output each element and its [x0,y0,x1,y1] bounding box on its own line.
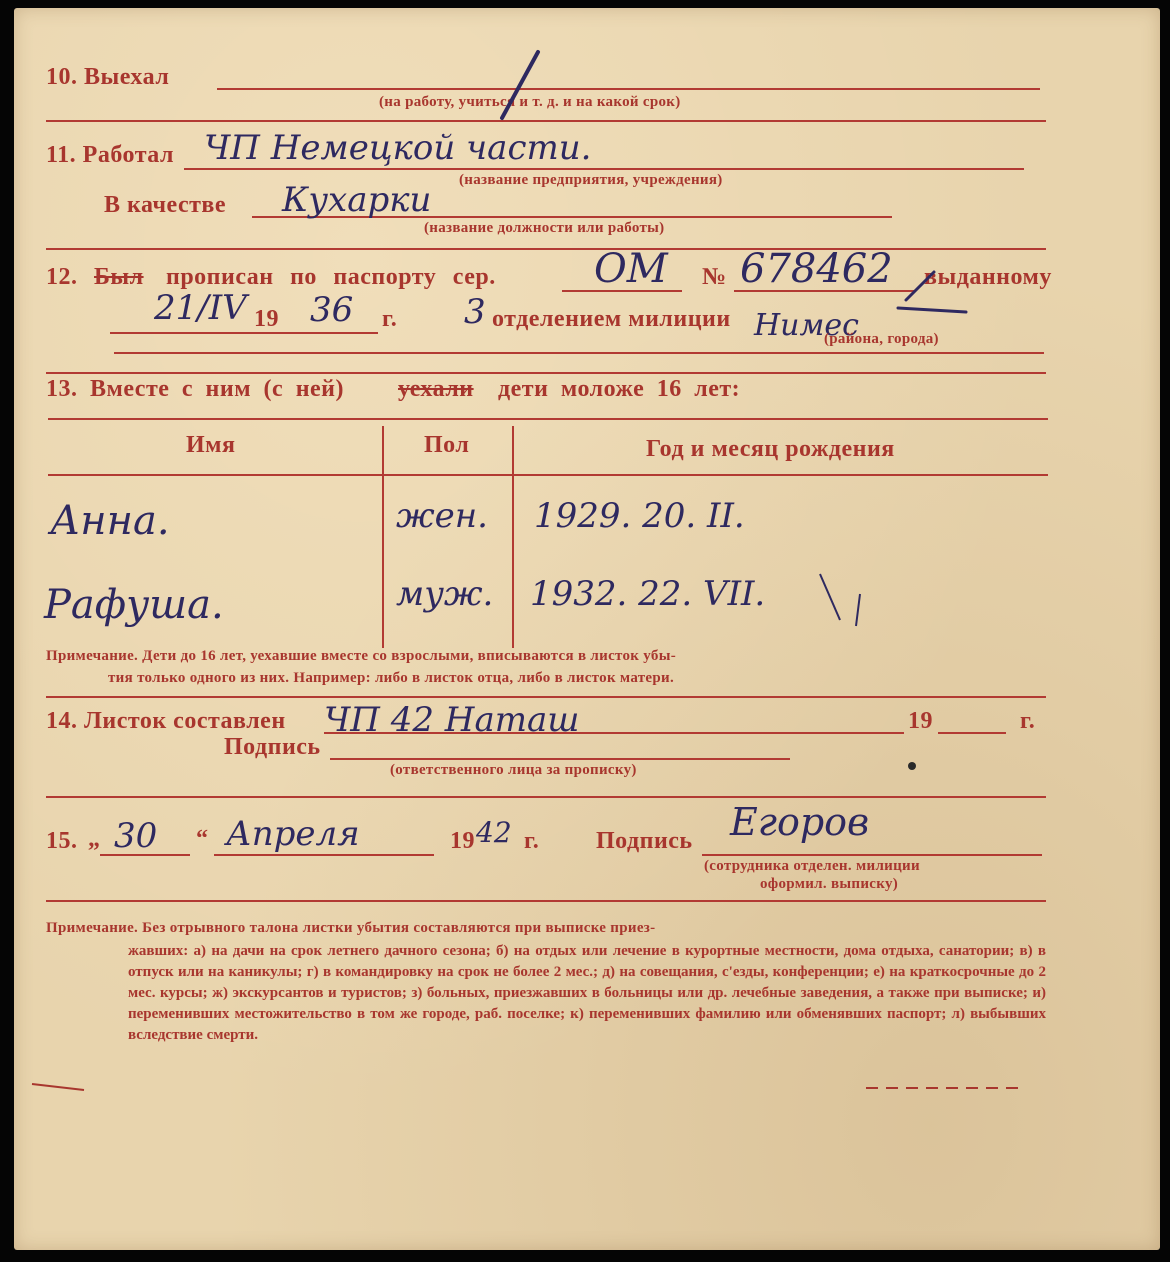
hw-passport-no: 678462 [740,246,893,292]
child2-name: Рафуша. [44,582,224,628]
col-sex-header: Пол [424,432,470,458]
s15-quote-close: “ [196,826,209,852]
s12-num: 12. [46,264,78,290]
s15-quote-open: „ [88,826,101,852]
hw-work-place: ЧП Немецкой части. [204,128,592,168]
s13-text-a: 13. Вместе с ним (с ней) [46,376,344,402]
s15-label: 15. [46,828,78,854]
child2-sex: муж. [396,574,494,614]
s12-bil-struck: Был [94,264,144,290]
departure-form-sheet [14,8,1160,1250]
s11-role-hint: (название должности или работы) [424,220,665,236]
s14-sign-label: Подпись [224,734,321,760]
pen-marks [14,8,1160,1250]
child2-birth: 1932. 22. VII. [530,574,766,614]
s14-g: г. [1020,708,1036,734]
s11-hint: (название предприятия, учреждения) [459,172,723,188]
s15-year: 19 [450,828,475,854]
hw-series: ОМ [594,246,668,292]
hw-s15-day: 30 [114,816,158,856]
hw-issue-year: 36 [310,290,354,330]
note1-text-1: Дети до 16 лет, уехавшие вместе со взрослыми, вписываются в листок убы- [142,648,676,664]
hw-issue-day-month: 21/IV [154,288,247,328]
note1-bold: Примечание. [46,648,139,664]
s15-hint1: (сотрудника отделен. милиции [704,858,920,874]
s12-g: г. [382,306,398,332]
s14-hint: (ответственного лица за прописку) [390,762,637,778]
col-name-header: Имя [186,432,236,458]
child1-sex: жен. [396,496,488,536]
hw-s15-signature: Егоров [730,800,870,844]
s11-role-label: В качестве [104,192,227,218]
s13-text-b: дети моложе 16 лет: [498,376,741,402]
child1-birth: 1929. 20. II. [534,496,745,536]
hw-role: Кухарки [282,180,432,220]
hw-police-no: 3 [464,292,486,332]
s11-label: 11. Работал [46,142,174,168]
s15-hint2: оформил. выписку) [760,876,899,892]
note1-line2: тия только одного из них. Например: либо в листок отца, либо в листок матери. [108,670,675,686]
s15-g: г. [524,828,540,854]
s10-label: 10. Выехал [46,64,170,90]
note2-body: жавших: а) на дачи на срок летнего дачного сезона; б) на отдых или лечение в курортные местности, дома отдыха, санатории; в) в отпуск или на каникулы; г) в командировку на срок не более 2 мес.; д) на совещания, с'езды, конференции; е) на краткосрочные до 2 мес. курсы; ж) экскурсантов и туристов; з) больных, приезжавших в больницы или др. лечебные заведения, а также при выписке; и) переменивших местожительство в том же городе, раб. поселке; к) переменивших фамилию или обменявших паспорт; л) выбывших вследствие смерти. [128,943,1046,1043]
s10-hint: (на работу, учиться и т. д. и на какой срок) [379,94,681,110]
hw-s15-month: Апреля [226,814,360,854]
hw-s14: ЧП 42 Наташ [324,700,580,740]
note2-bold: Примечание. [46,920,139,936]
s12-otd: отделением милиции [492,306,731,332]
hw-police-city: Нимес [754,308,859,343]
s13-struck: уехали [398,376,474,402]
s14-label: 14. Листок составлен [46,708,286,734]
hw-s15-year: 42 [476,816,512,849]
s12-hint: (района, города) [824,331,939,347]
s12-year-prefix: 19 [254,306,279,332]
s15-sign-label: Подпись [596,828,693,854]
s14-year: 19 [908,708,933,734]
s12-no-sign: № [702,264,727,290]
s12-text: прописан по паспорту сер. [166,264,496,290]
child1-name: Анна. [50,498,170,544]
col-birth-header: Год и месяц рождения [646,436,895,462]
s12-issued: выданному [924,264,1052,290]
note2-line1: Без отрывного талона листки убытия составляются при выписке приез- [142,920,656,936]
